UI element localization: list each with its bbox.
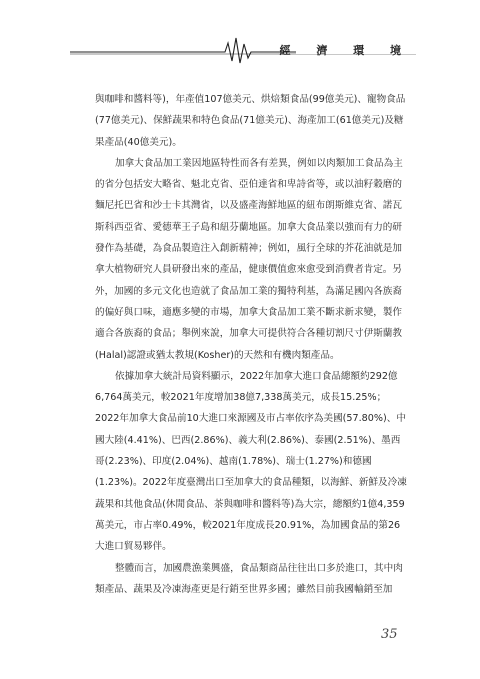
paragraph-regional-industry: 加拿大食品加工業因地區特性而各有差異，例如以肉類加工食品為主的省分包括安大略省、魁北克省、亞伯達省和卑詩省等，或以油籽穀磨的麵尼托巴省和沙士卡其灣省，以及盛產海鮮地區的紐布朗斯維克省、諾瓦斯科西亞省、愛德華王子島和紐芬蘭地區。加拿大食品業以強而有力的研發作為基礎，為食品製造注入創新精神；例如，風行全球的芥花油就是加拿大植物研究人員研發出來的產品，健康價值愈來愈受到消費者肯定。另外，加國的多元文化也造就了食品加工業的獨特利基，為滿足國內各族裔的偏好與口味，適應多變的市場，加拿大食品加工業不斷求新求變，製作適合各族裔的食品；舉例來說，加拿大可提供符合各種切割尺寸伊斯蘭教(Halal)認證或猶太教規(Kosher)的天然和有機肉類產品。: [95, 157, 403, 361]
page-number: 35: [381, 627, 398, 642]
paragraph-summary: 整體而言，加國農漁業興盛，食品類商品往往出口多於進口，其中肉類產品、蔬果及冷凍海產更是行銷至世界多國；雖然目前我國輸銷至加: [95, 562, 403, 595]
article-body: [95, 89, 407, 600]
running-header: [70, 34, 416, 66]
paragraph-import-statistics: 依據加拿大統計局資料顯示，2022年加拿大進口食品總額約292億6,764萬美元，較2021年度增加38億7,338萬美元，成長15.25%；2022年加拿大食品前10大進口來源國及市占率依序為美國(57.80%)、中國大陸(4.41%)、巴西(2.86%)、義大利(2.86%)、泰國(2.51%)、墨西哥(2.23%)、印度(2.04%)、越南(1.78%)、瑞士(1.27%)和德國(1.23%)。2022年度臺灣出口至加拿大的食品種類，以海鮮、新鮮及冷凍蔬果和其他食品(休閒食品、茶與咖啡和醬料等)為大宗，總額約1億4,359萬美元，市占率0.49%，較2021年度成長20.91%，為加國食品的第26大進口貿易夥伴。: [95, 370, 407, 553]
section-title: 經 濟 環 境: [279, 44, 412, 57]
paragraph-continued: 與咖啡和醬料等)，年產值107億美元、烘焙類食品(99億美元)、寵物食品(77億美元)、保鮮蔬果和特色食品(71億美元)、海產加工(61億美元)及糖果產品(40億美元)。: [95, 94, 406, 148]
